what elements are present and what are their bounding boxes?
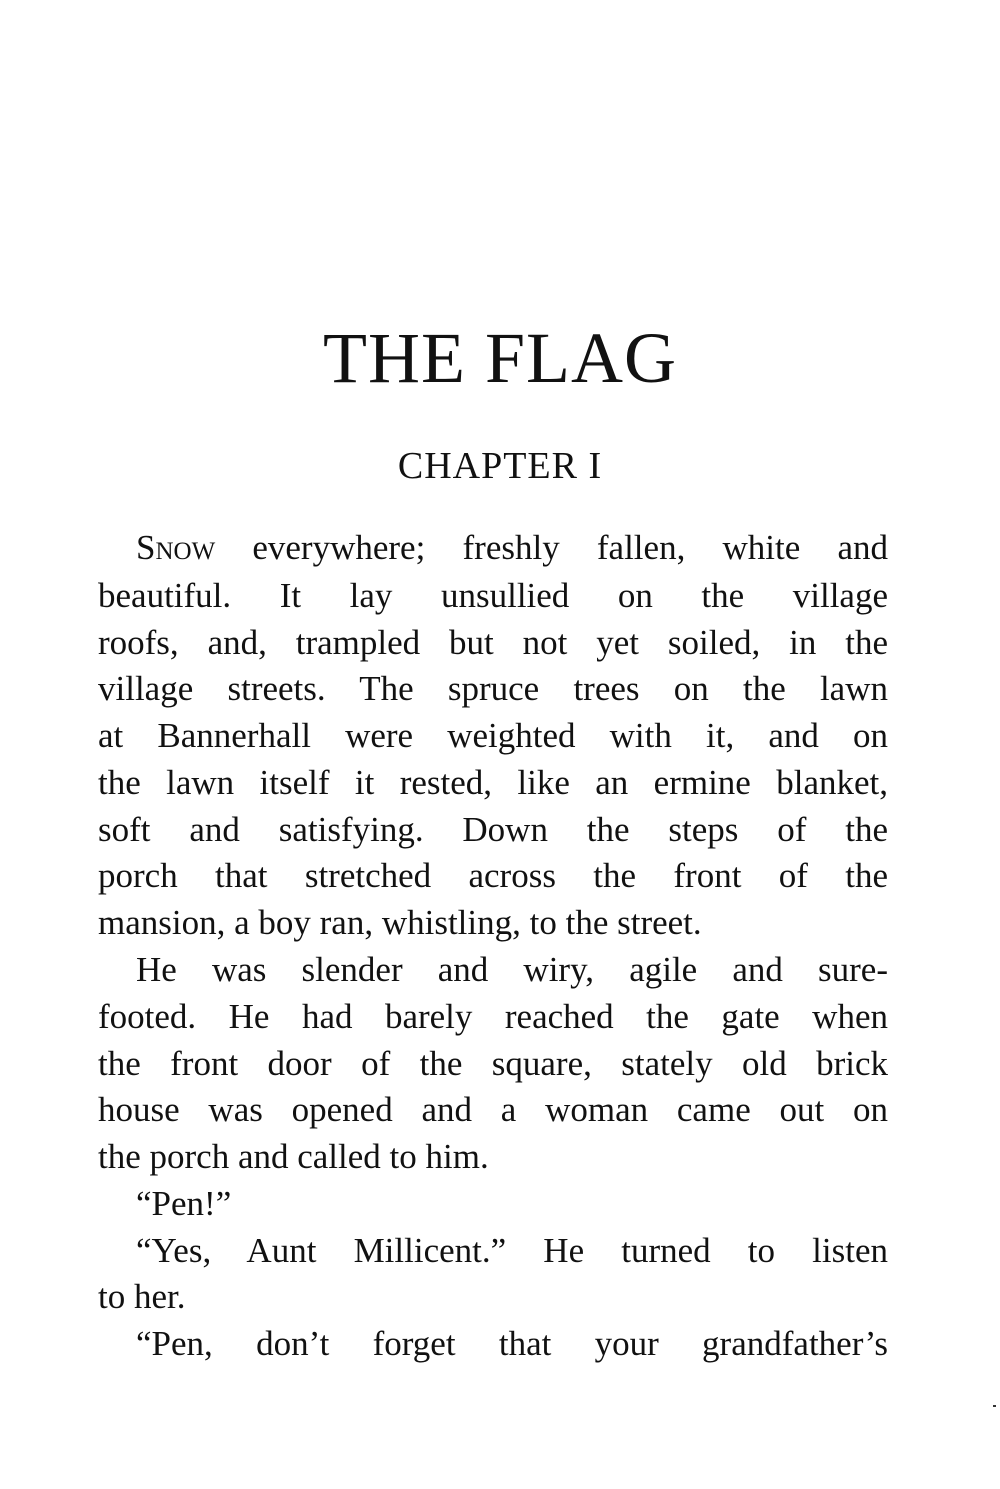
paragraph-2-line-1: He was slender and wiry, agile and sure- (136, 950, 888, 989)
paragraph-1-line-9: mansion, a boy ran, whistling, to the street. (98, 903, 702, 942)
paragraph-4-line-2: to her. (98, 1277, 186, 1316)
paragraph-2-line-5: the porch and called to him. (98, 1137, 489, 1176)
paragraph-1-line-6: the lawn itself it rested, like an ermine blanket, (98, 763, 888, 802)
paragraph-1-line-3: roofs, and, trampled but not yet soiled, in the (98, 623, 888, 662)
paragraph-1-line-1 (136, 525, 888, 571)
paragraph-1-line-8: porch that stretched across the front of the (98, 856, 888, 895)
paragraph-1-line-2: beautiful. It lay unsullied on the village (98, 576, 888, 615)
paragraph-1-line-5: at Bannerhall were weighted with it, and on (98, 716, 888, 755)
paragraph-4-line-1: “Yes, Aunt Millicent.” He turned to listen (136, 1231, 888, 1270)
paragraph-5-line-1: “Pen, don’t forget that your grandfather’s (136, 1324, 888, 1363)
paragraph-2-line-2: footed. He had barely reached the gate when (98, 997, 888, 1036)
paragraph-2-line-4: house was opened and a woman came out on (98, 1090, 888, 1129)
paragraph-3-line-1: “Pen!” (136, 1184, 232, 1223)
book-title: THE FLAG (323, 318, 677, 398)
paragraph-2-line-3: the front door of the square, stately old brick (98, 1044, 888, 1083)
drop-word: Snow (136, 528, 216, 567)
paragraph-1-line-4: village streets. The spruce trees on the lawn (98, 669, 888, 708)
chapter-heading: CHAPTER I (397, 445, 603, 487)
scan-speck (993, 1405, 996, 1407)
paragraph-1-line-7: soft and satisfying. Down the steps of the (98, 810, 888, 849)
first-line-rest: everywhere; freshly fallen, white and (215, 528, 888, 567)
